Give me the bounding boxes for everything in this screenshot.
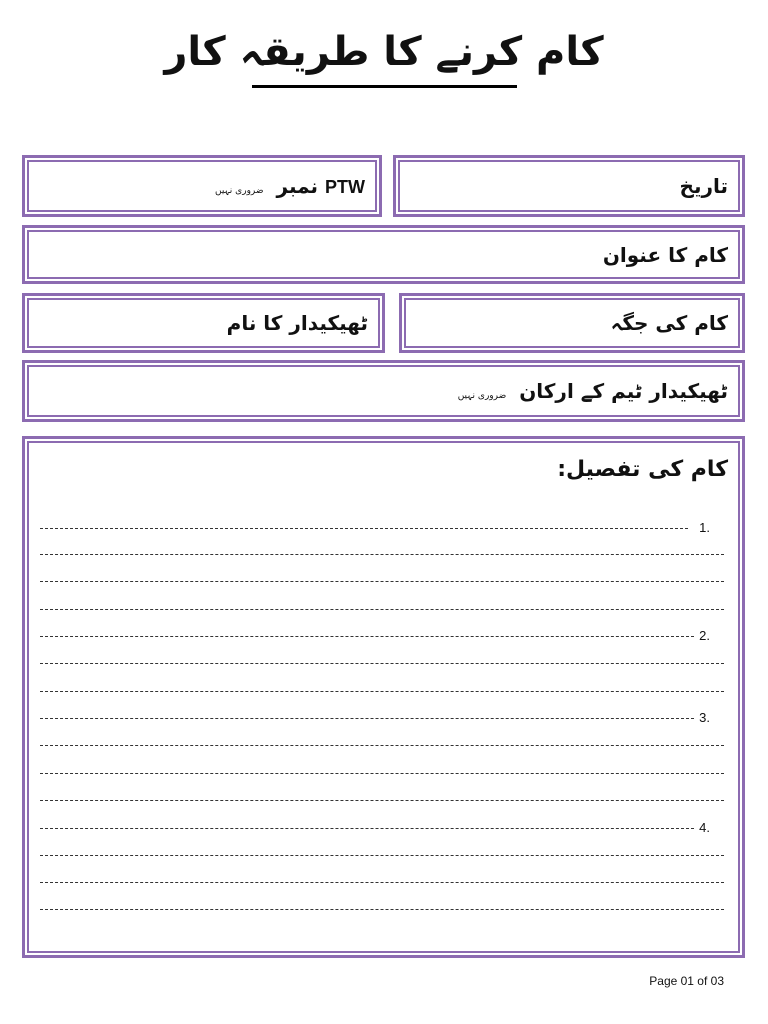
detail-line[interactable] bbox=[40, 581, 724, 582]
date-field[interactable] bbox=[393, 155, 745, 217]
work-details-inner bbox=[27, 441, 740, 953]
detail-item-number: 1. bbox=[699, 519, 710, 535]
detail-item-number: 3. bbox=[699, 709, 710, 725]
detail-line[interactable] bbox=[40, 691, 724, 692]
detail-line[interactable] bbox=[40, 909, 724, 910]
detail-line[interactable] bbox=[40, 745, 724, 746]
team-members-text: ٹھیکیدار ٹیم کے ارکان bbox=[519, 379, 728, 403]
contractor-name-label: ٹھیکیدار کا نام bbox=[226, 311, 368, 335]
detail-line[interactable] bbox=[40, 855, 724, 856]
page-number: Page 01 of 03 bbox=[649, 974, 724, 988]
ptw-optional-note: ضروری نہیں bbox=[214, 186, 264, 196]
work-location-label: کام کی جگہ bbox=[610, 311, 728, 335]
detail-item-number: 2. bbox=[699, 627, 710, 643]
work-details-box[interactable] bbox=[22, 436, 745, 958]
team-members-optional-note: ضروری نہیں bbox=[457, 391, 507, 401]
detail-line[interactable] bbox=[40, 882, 724, 883]
work-title-label: کام کا عنوان bbox=[602, 242, 728, 267]
detail-line[interactable] bbox=[40, 663, 724, 664]
detail-line[interactable] bbox=[40, 609, 724, 610]
detail-line[interactable] bbox=[40, 528, 688, 529]
work-details-title: کام کی تفصیل: bbox=[557, 457, 728, 482]
detail-line[interactable] bbox=[40, 636, 694, 637]
team-members-field[interactable] bbox=[22, 360, 745, 422]
ptw-number-field[interactable] bbox=[22, 155, 382, 217]
work-title-field[interactable] bbox=[22, 225, 745, 284]
contractor-name-field[interactable] bbox=[22, 293, 385, 353]
team-members-label bbox=[458, 379, 728, 403]
detail-item-number: 4. bbox=[699, 819, 710, 835]
detail-line[interactable] bbox=[40, 800, 724, 801]
ptw-number-label bbox=[215, 174, 365, 198]
ptw-label: نمبر bbox=[276, 174, 319, 198]
ptw-code: PTW bbox=[325, 177, 365, 197]
date-label: تاریخ bbox=[679, 174, 728, 198]
work-location-field[interactable] bbox=[399, 293, 745, 353]
detail-line[interactable] bbox=[40, 554, 724, 555]
detail-line[interactable] bbox=[40, 828, 694, 829]
document-title: کام کرنے کا طریقہ کار bbox=[164, 29, 604, 75]
detail-line[interactable] bbox=[40, 773, 724, 774]
title-underline bbox=[252, 85, 517, 88]
detail-line[interactable] bbox=[40, 718, 694, 719]
